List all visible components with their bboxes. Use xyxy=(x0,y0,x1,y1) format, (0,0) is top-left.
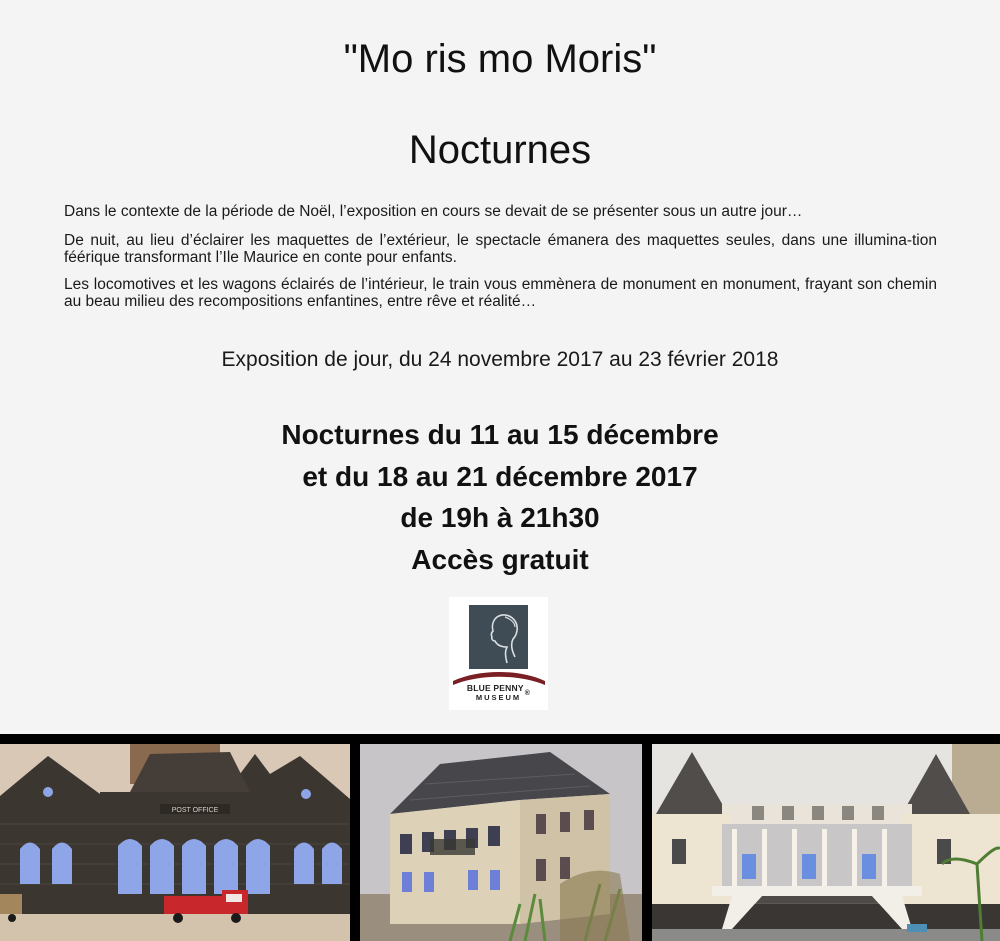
photo-strip xyxy=(0,734,1000,941)
logo-text-museum: MUSEUM xyxy=(475,693,522,702)
exposition-dates: Exposition de jour, du 24 novembre 2017 au 23 février 2018 xyxy=(221,348,779,371)
train-paragraph: Les locomotives et les wagons éclairés de l’intérieur, le train vous emmènera de monument en monument, frayant son chemin au beau milieu des recompositions enfantines, entre rêve et réalité… xyxy=(64,276,937,310)
page-subtitle: Nocturnes xyxy=(408,128,592,172)
logo-text-blue-penny: BLUE $PENNY_®$ xyxy=(466,683,531,697)
intro-paragraph: Dans le contexte de la période de Noël, l’exposition en cours se devait de se présenter sous un autre jour… xyxy=(64,203,803,220)
colonial-house-model-photo xyxy=(360,744,642,941)
night-paragraph: De nuit, au lieu d’éclairer les maquettes de l’extérieur, le spectacle émanera des maquettes seules, dans une illumina-tion féérique transformant l’Ile Maurice en conte pour enfants. xyxy=(64,232,937,266)
nocturnes-schedule xyxy=(0,414,1000,580)
chateau-model-photo xyxy=(652,744,1000,941)
post-office-model-photo xyxy=(0,744,350,941)
page-title: "Mo ris mo Moris" xyxy=(343,37,657,81)
schedule-line-4: Accès gratuit xyxy=(411,543,589,575)
svg-text:POST OFFICE: POST OFFICE xyxy=(171,807,219,814)
museum-emblem-icon xyxy=(449,597,548,687)
schedule-line-1: Nocturnes du 11 au 15 décembre xyxy=(281,419,719,450)
schedule-line-3: de 19h à 21h30 xyxy=(400,502,600,533)
schedule-line-2: et du 18 au 21 décembre 2017 xyxy=(302,460,698,492)
blue-penny-museum-logo xyxy=(449,597,548,710)
